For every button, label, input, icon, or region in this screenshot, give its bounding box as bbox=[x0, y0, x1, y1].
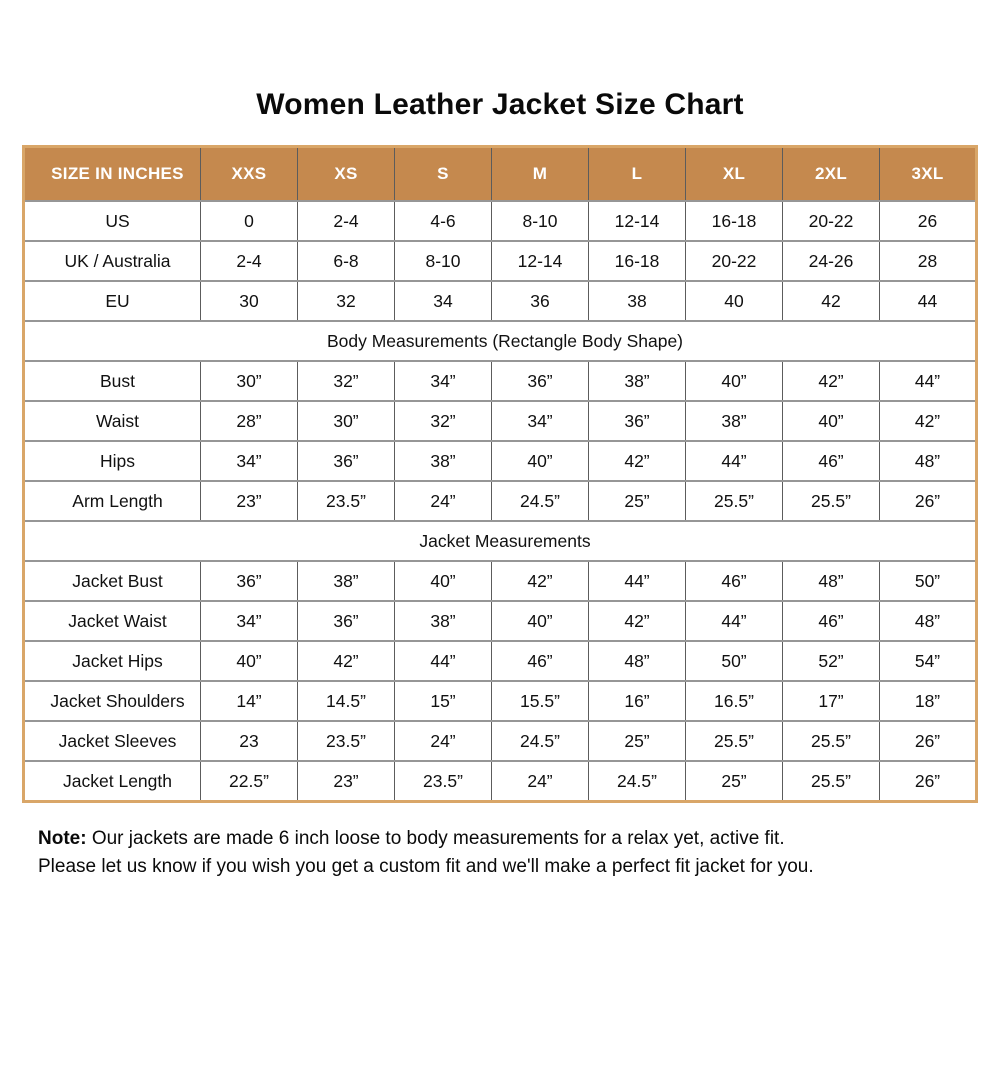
note-line2: Please let us know if you wish you get a custom fit and we'll make a perfect fit jacket for you. bbox=[38, 855, 814, 877]
value-cell: 36” bbox=[589, 401, 686, 441]
value-cell: 34” bbox=[201, 441, 298, 481]
value-cell: 54” bbox=[880, 641, 977, 681]
value-cell: 42” bbox=[298, 641, 395, 681]
value-cell: 42” bbox=[589, 601, 686, 641]
value-cell: 20-22 bbox=[783, 201, 880, 241]
value-cell: 25.5” bbox=[686, 721, 783, 761]
value-cell: 34” bbox=[492, 401, 589, 441]
value-cell: 24.5” bbox=[589, 761, 686, 802]
value-cell: 18” bbox=[880, 681, 977, 721]
section-row bbox=[24, 521, 977, 561]
value-cell: 44” bbox=[880, 361, 977, 401]
value-cell: 48” bbox=[589, 641, 686, 681]
header-cell-size-in-inches: SIZE IN INCHES bbox=[24, 147, 201, 202]
row-label: Hips bbox=[24, 441, 201, 481]
value-cell: 15.5” bbox=[492, 681, 589, 721]
value-cell: 24.5” bbox=[492, 481, 589, 521]
value-cell: 25” bbox=[686, 761, 783, 802]
value-cell: 24-26 bbox=[783, 241, 880, 281]
value-cell: 24” bbox=[395, 721, 492, 761]
page-title: Women Leather Jacket Size Chart bbox=[256, 88, 744, 121]
value-cell: 40” bbox=[492, 601, 589, 641]
row-label: UK / Australia bbox=[24, 241, 201, 281]
value-cell: 26” bbox=[880, 721, 977, 761]
table-row bbox=[24, 361, 977, 401]
value-cell: 6-8 bbox=[298, 241, 395, 281]
table-row bbox=[24, 481, 977, 521]
value-cell: 26” bbox=[880, 761, 977, 802]
table-row bbox=[24, 681, 977, 721]
value-cell: 38” bbox=[686, 401, 783, 441]
table-row bbox=[24, 601, 977, 641]
value-cell: 42” bbox=[880, 401, 977, 441]
note-line1: Our jackets are made 6 inch loose to body measurements for a relax yet, active fit. bbox=[86, 828, 785, 849]
value-cell: 25.5” bbox=[783, 481, 880, 521]
header-cell-size: L bbox=[589, 147, 686, 202]
value-cell: 34” bbox=[395, 361, 492, 401]
value-cell: 24” bbox=[395, 481, 492, 521]
note-text bbox=[38, 825, 1000, 880]
header-cell-size: S bbox=[395, 147, 492, 202]
table-row bbox=[24, 721, 977, 761]
value-cell: 24.5” bbox=[492, 721, 589, 761]
value-cell: 0 bbox=[201, 201, 298, 241]
value-cell: 44” bbox=[589, 561, 686, 601]
value-cell: 38” bbox=[298, 561, 395, 601]
value-cell: 25” bbox=[589, 721, 686, 761]
section-title: Jacket Measurements bbox=[24, 521, 977, 561]
row-label: Bust bbox=[24, 361, 201, 401]
value-cell: 28” bbox=[201, 401, 298, 441]
table-row bbox=[24, 561, 977, 601]
table-row bbox=[24, 201, 977, 241]
value-cell: 16” bbox=[589, 681, 686, 721]
row-label: Jacket Shoulders bbox=[24, 681, 201, 721]
value-cell: 42 bbox=[783, 281, 880, 321]
table-row bbox=[24, 641, 977, 681]
value-cell: 32 bbox=[298, 281, 395, 321]
value-cell: 14” bbox=[201, 681, 298, 721]
value-cell: 44 bbox=[880, 281, 977, 321]
value-cell: 23.5” bbox=[298, 721, 395, 761]
value-cell: 38” bbox=[395, 441, 492, 481]
value-cell: 36” bbox=[492, 361, 589, 401]
table-row bbox=[24, 241, 977, 281]
value-cell: 40” bbox=[395, 561, 492, 601]
value-cell: 30” bbox=[298, 401, 395, 441]
value-cell: 12-14 bbox=[589, 201, 686, 241]
value-cell: 40” bbox=[492, 441, 589, 481]
table-row bbox=[24, 281, 977, 321]
size-chart-table bbox=[22, 145, 978, 803]
row-label: US bbox=[24, 201, 201, 241]
value-cell: 23” bbox=[201, 481, 298, 521]
header-cell-size: M bbox=[492, 147, 589, 202]
header-cell-size: XL bbox=[686, 147, 783, 202]
value-cell: 44” bbox=[686, 441, 783, 481]
value-cell: 42” bbox=[589, 441, 686, 481]
value-cell: 40 bbox=[686, 281, 783, 321]
row-label: Jacket Length bbox=[24, 761, 201, 802]
value-cell: 38” bbox=[395, 601, 492, 641]
value-cell: 22.5” bbox=[201, 761, 298, 802]
header-cell-size: XS bbox=[298, 147, 395, 202]
row-label: Jacket Waist bbox=[24, 601, 201, 641]
header-cell-size: XXS bbox=[201, 147, 298, 202]
value-cell: 40” bbox=[201, 641, 298, 681]
value-cell: 44” bbox=[395, 641, 492, 681]
value-cell: 46” bbox=[783, 441, 880, 481]
value-cell: 28 bbox=[880, 241, 977, 281]
value-cell: 26 bbox=[880, 201, 977, 241]
value-cell: 24” bbox=[492, 761, 589, 802]
value-cell: 38 bbox=[589, 281, 686, 321]
value-cell: 30 bbox=[201, 281, 298, 321]
value-cell: 16-18 bbox=[686, 201, 783, 241]
section-title: Body Measurements (Rectangle Body Shape) bbox=[24, 321, 977, 361]
value-cell: 38” bbox=[589, 361, 686, 401]
value-cell: 2-4 bbox=[201, 241, 298, 281]
value-cell: 12-14 bbox=[492, 241, 589, 281]
value-cell: 48” bbox=[783, 561, 880, 601]
value-cell: 36 bbox=[492, 281, 589, 321]
section-row bbox=[24, 321, 977, 361]
value-cell: 30” bbox=[201, 361, 298, 401]
value-cell: 25.5” bbox=[783, 721, 880, 761]
value-cell: 8-10 bbox=[492, 201, 589, 241]
value-cell: 36” bbox=[201, 561, 298, 601]
value-cell: 48” bbox=[880, 601, 977, 641]
value-cell: 25” bbox=[589, 481, 686, 521]
value-cell: 14.5” bbox=[298, 681, 395, 721]
value-cell: 2-4 bbox=[298, 201, 395, 241]
header-row bbox=[24, 147, 977, 202]
value-cell: 34 bbox=[395, 281, 492, 321]
value-cell: 52” bbox=[783, 641, 880, 681]
value-cell: 20-22 bbox=[686, 241, 783, 281]
table-row bbox=[24, 761, 977, 802]
value-cell: 34” bbox=[201, 601, 298, 641]
value-cell: 36” bbox=[298, 601, 395, 641]
value-cell: 36” bbox=[298, 441, 395, 481]
row-label: Jacket Bust bbox=[24, 561, 201, 601]
header-cell-size: 2XL bbox=[783, 147, 880, 202]
value-cell: 50” bbox=[880, 561, 977, 601]
value-cell: 23” bbox=[298, 761, 395, 802]
row-label: Arm Length bbox=[24, 481, 201, 521]
value-cell: 25.5” bbox=[686, 481, 783, 521]
size-chart-body bbox=[24, 201, 977, 802]
value-cell: 32” bbox=[395, 401, 492, 441]
value-cell: 44” bbox=[686, 601, 783, 641]
value-cell: 42” bbox=[492, 561, 589, 601]
value-cell: 26” bbox=[880, 481, 977, 521]
value-cell: 4-6 bbox=[395, 201, 492, 241]
value-cell: 48” bbox=[880, 441, 977, 481]
value-cell: 46” bbox=[686, 561, 783, 601]
value-cell: 17” bbox=[783, 681, 880, 721]
value-cell: 46” bbox=[783, 601, 880, 641]
row-label: Jacket Sleeves bbox=[24, 721, 201, 761]
table-row bbox=[24, 441, 977, 481]
value-cell: 15” bbox=[395, 681, 492, 721]
row-label: Jacket Hips bbox=[24, 641, 201, 681]
value-cell: 32” bbox=[298, 361, 395, 401]
row-label: Waist bbox=[24, 401, 201, 441]
row-label: EU bbox=[24, 281, 201, 321]
value-cell: 23 bbox=[201, 721, 298, 761]
table-row bbox=[24, 401, 977, 441]
note-label: Note: bbox=[38, 828, 87, 849]
value-cell: 16-18 bbox=[589, 241, 686, 281]
value-cell: 50” bbox=[686, 641, 783, 681]
value-cell: 8-10 bbox=[395, 241, 492, 281]
value-cell: 42” bbox=[783, 361, 880, 401]
value-cell: 16.5” bbox=[686, 681, 783, 721]
value-cell: 23.5” bbox=[395, 761, 492, 802]
value-cell: 40” bbox=[686, 361, 783, 401]
header-cell-size: 3XL bbox=[880, 147, 977, 202]
value-cell: 46” bbox=[492, 641, 589, 681]
value-cell: 25.5” bbox=[783, 761, 880, 802]
value-cell: 23.5” bbox=[298, 481, 395, 521]
value-cell: 40” bbox=[783, 401, 880, 441]
size-chart-header bbox=[24, 147, 977, 202]
